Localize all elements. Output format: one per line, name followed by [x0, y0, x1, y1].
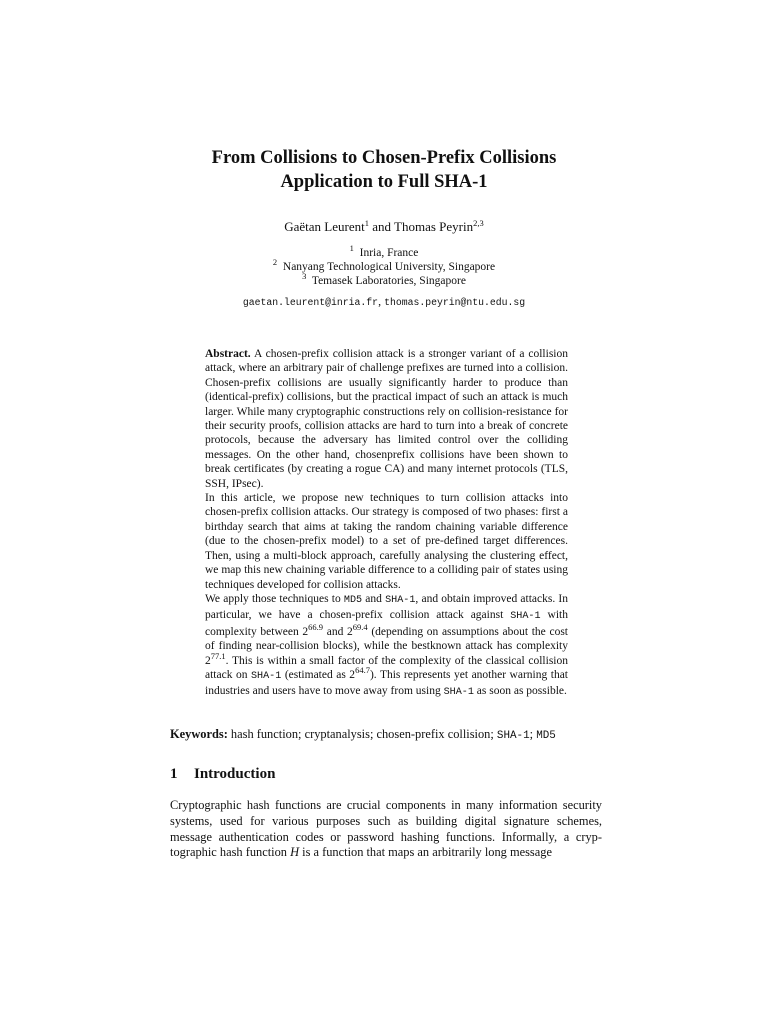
exponent: 69.4	[352, 621, 368, 632]
keyword-code: SHA-1	[496, 730, 530, 742]
affiliation	[0, 243, 768, 260]
affiliation-mark: 2	[272, 257, 278, 267]
abstract-paragraph	[205, 347, 568, 491]
author-list	[0, 219, 768, 235]
math-variable: H	[290, 845, 300, 860]
algorithm-name: SHA-1	[510, 611, 541, 623]
abstract-text: A chosen-prefix collision attack is a stronger variant of a collision attack, where an arbitrary pair of challenge prefixes are turned into a collision. Chosen-prefix collisions are usually significantly harder to produce than (identical-prefix) collisions, but the practical impact of such an attack is much larger. While many cryptographic constructions rely on collision-resistance for their security proofs, collision attacks are hard to turn into a break of concrete protocols, because the adversary has limited control over the colliding messages. On the other hand, chosenprefix collisions have been shown to break certificates (by creating a rogue CA) and many internet protocols (TLS, SSH, IPsec).	[205, 348, 568, 490]
introduction-body	[170, 798, 602, 861]
abstract	[205, 347, 568, 701]
keywords-separator: ;	[529, 727, 537, 741]
affiliation-mark: 1	[349, 243, 354, 253]
section-number: 1	[170, 766, 178, 782]
affiliation	[0, 271, 768, 288]
section-title: Introduction	[194, 766, 276, 782]
abstract-text: , and obtain improved attacks. In particular, we have a chosen-prefix collision attack against	[205, 592, 568, 622]
algorithm-name: SHA-1	[250, 670, 282, 682]
abstract-text: and 2	[323, 625, 353, 638]
abstract-text: ). This represents yet another warning that industries and users have to move away from using	[205, 668, 568, 698]
paper-title	[0, 146, 768, 194]
abstract-text: (depending on assumptions about the cost of finding near-collision blocks), while the bestknown attack has complexity 2	[205, 625, 568, 667]
affiliation-text: Temasek Laboratories, Singapore	[311, 275, 466, 287]
algorithm-name: SHA-1	[385, 594, 416, 606]
keyword-code: MD5	[536, 730, 556, 742]
intro-text: Cryptographic hash functions are crucial components in many information security systems, used for various purposes such as building digital signature schemes, message authentication codes or password hashing functions. Informally, a cryptographic hash function	[170, 798, 602, 860]
author-name: Gaëtan Leurent	[284, 219, 365, 234]
abstract-text: and	[362, 592, 386, 605]
abstract-text: We apply those techniques to	[205, 592, 344, 605]
exponent: 66.9	[308, 621, 324, 632]
abstract-text: . This is within a small factor of the complexity of the classical collision attack on	[205, 654, 568, 681]
author-name: Thomas Peyrin	[394, 219, 474, 234]
title-line-1: From Collisions to Chosen-Prefix Collisions	[211, 148, 557, 168]
abstract-text: (estimated as 2	[281, 668, 356, 681]
abstract-paragraph: In this article, we propose new techniques to turn collision attacks into chosen-prefix collision attacks. Our strategy is composed of two phases: first a birthday search that aims at taking the random chaining variable difference (due to the chosen-prefix model) to a set of pre-defined target differences. Then, using a multi-block approach, carefully analysing the clustering effect, we map this new chaining variable difference to a colliding pair of states using techniques developed for collision attacks.	[205, 492, 568, 591]
author-affiliation-mark: 1	[364, 218, 369, 228]
intro-text: is a function that maps an arbitrarily long message	[299, 845, 552, 860]
author-emails	[0, 295, 768, 309]
exponent: 64.7	[355, 664, 370, 675]
author-affiliation-mark: 2,3	[473, 218, 484, 228]
title-line-2: Application to Full SHA-1	[280, 172, 488, 192]
affiliation-mark: 3	[302, 271, 307, 281]
keywords	[170, 727, 610, 744]
keywords-text: hash function; cryptanalysis; chosen-prefix collision;	[227, 727, 497, 741]
affiliation-list	[0, 243, 768, 288]
affiliation	[0, 257, 768, 274]
author-joiner: and	[372, 219, 392, 234]
abstract-text: as soon as possible.	[473, 685, 567, 698]
algorithm-name: SHA-1	[443, 687, 474, 699]
intro-paragraph	[170, 798, 602, 861]
affiliation-text: Inria, France	[359, 247, 419, 259]
email-address: gaetan.leurent@inria.fr	[242, 297, 379, 308]
email-separator: ,	[378, 294, 385, 308]
section-heading	[170, 765, 275, 783]
affiliation-text: Nanyang Technological University, Singapore	[282, 261, 496, 273]
keywords-label: Keywords:	[170, 727, 228, 741]
algorithm-name: MD5	[343, 594, 363, 606]
exponent: 77.1	[210, 650, 226, 661]
abstract-paragraph	[205, 592, 568, 701]
abstract-label: Abstract.	[205, 348, 251, 360]
email-address: thomas.peyrin@ntu.edu.sg	[384, 297, 526, 308]
abstract-text: with complexity between 2	[205, 609, 568, 638]
